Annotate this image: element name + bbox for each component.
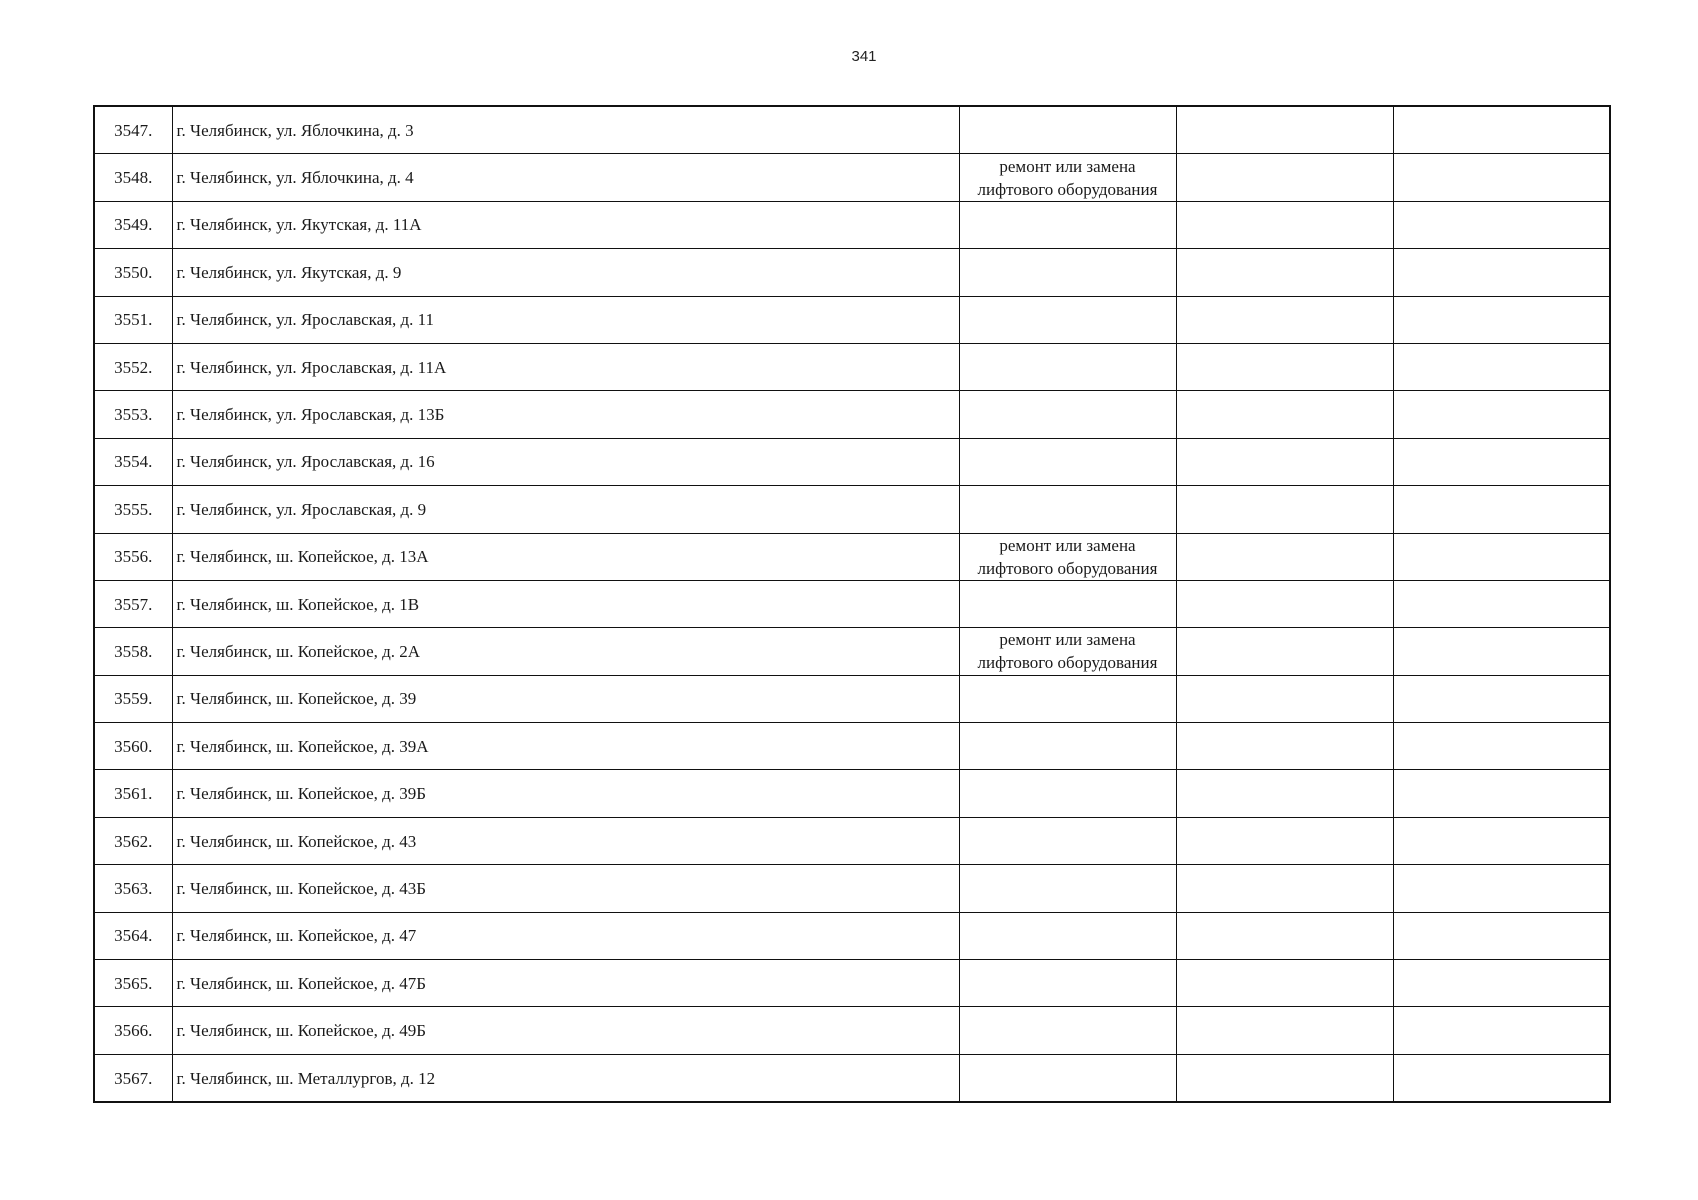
empty-cell	[1393, 865, 1610, 912]
empty-cell	[1393, 1054, 1610, 1102]
empty-cell	[1393, 106, 1610, 154]
work-type-cell	[959, 296, 1176, 343]
empty-cell	[1176, 960, 1393, 1007]
work-type-cell	[959, 249, 1176, 296]
empty-cell	[1393, 675, 1610, 722]
work-type-cell	[959, 675, 1176, 722]
table-row	[94, 201, 1610, 248]
address-cell: г. Челябинск, ш. Металлургов, д. 12	[172, 1054, 959, 1102]
table-row	[94, 770, 1610, 817]
empty-cell	[1393, 438, 1610, 485]
row-number-cell: 3557.	[94, 580, 172, 627]
address-cell: г. Челябинск, ул. Якутская, д. 9	[172, 249, 959, 296]
row-number-cell: 3566.	[94, 1007, 172, 1054]
address-cell: г. Челябинск, ул. Ярославская, д. 9	[172, 486, 959, 533]
empty-cell	[1176, 201, 1393, 248]
work-type-cell	[959, 343, 1176, 390]
empty-cell	[1176, 154, 1393, 201]
empty-cell	[1176, 106, 1393, 154]
empty-cell	[1176, 770, 1393, 817]
work-type-cell	[959, 817, 1176, 864]
empty-cell	[1176, 438, 1393, 485]
work-type-cell	[959, 912, 1176, 959]
table-row	[94, 296, 1610, 343]
table-row	[94, 723, 1610, 770]
page-number: 341	[851, 48, 877, 65]
row-number-cell: 3560.	[94, 723, 172, 770]
address-cell: г. Челябинск, ш. Копейское, д. 39	[172, 675, 959, 722]
empty-cell	[1393, 296, 1610, 343]
work-type-cell	[959, 438, 1176, 485]
empty-cell	[1176, 723, 1393, 770]
table-row	[94, 486, 1610, 533]
table-row	[94, 865, 1610, 912]
empty-cell	[1176, 249, 1393, 296]
empty-cell	[1176, 817, 1393, 864]
address-cell: г. Челябинск, ш. Копейское, д. 39Б	[172, 770, 959, 817]
table-row	[94, 675, 1610, 722]
table-row	[94, 391, 1610, 438]
address-cell: г. Челябинск, ш. Копейское, д. 43Б	[172, 865, 959, 912]
empty-cell	[1393, 1007, 1610, 1054]
row-number-cell: 3551.	[94, 296, 172, 343]
empty-cell	[1176, 675, 1393, 722]
empty-cell	[1393, 201, 1610, 248]
row-number-cell: 3559.	[94, 675, 172, 722]
empty-cell	[1176, 296, 1393, 343]
empty-cell	[1393, 533, 1610, 580]
row-number-cell: 3550.	[94, 249, 172, 296]
table-row	[94, 960, 1610, 1007]
empty-cell	[1393, 154, 1610, 201]
empty-cell	[1393, 343, 1610, 390]
work-type-cell: ремонт или замена лифтового оборудования	[959, 533, 1176, 580]
address-cell: г. Челябинск, ул. Ярославская, д. 11	[172, 296, 959, 343]
work-type-cell	[959, 770, 1176, 817]
empty-cell	[1393, 723, 1610, 770]
table-row	[94, 580, 1610, 627]
row-number-cell: 3558.	[94, 628, 172, 675]
table-row	[94, 533, 1610, 580]
empty-cell	[1176, 628, 1393, 675]
address-cell: г. Челябинск, ул. Якутская, д. 11А	[172, 201, 959, 248]
table-row	[94, 912, 1610, 959]
work-type-cell: ремонт или замена лифтового оборудования	[959, 628, 1176, 675]
empty-cell	[1393, 817, 1610, 864]
empty-cell	[1393, 391, 1610, 438]
address-cell: г. Челябинск, ул. Яблочкина, д. 3	[172, 106, 959, 154]
address-cell: г. Челябинск, ул. Яблочкина, д. 4	[172, 154, 959, 201]
table-row	[94, 154, 1610, 201]
empty-cell	[1176, 343, 1393, 390]
work-type-cell	[959, 201, 1176, 248]
address-cell: г. Челябинск, ш. Копейское, д. 1В	[172, 580, 959, 627]
row-number-cell: 3567.	[94, 1054, 172, 1102]
row-number-cell: 3549.	[94, 201, 172, 248]
address-cell: г. Челябинск, ш. Копейское, д. 43	[172, 817, 959, 864]
empty-cell	[1393, 912, 1610, 959]
address-cell: г. Челябинск, ш. Копейское, д. 39А	[172, 723, 959, 770]
row-number-cell: 3562.	[94, 817, 172, 864]
work-type-cell	[959, 1054, 1176, 1102]
address-cell: г. Челябинск, ш. Копейское, д. 49Б	[172, 1007, 959, 1054]
empty-cell	[1176, 865, 1393, 912]
empty-cell	[1176, 533, 1393, 580]
table-row	[94, 343, 1610, 390]
address-table	[93, 105, 1611, 1103]
work-type-cell	[959, 391, 1176, 438]
row-number-cell: 3552.	[94, 343, 172, 390]
work-type-cell	[959, 486, 1176, 533]
address-cell: г. Челябинск, ул. Ярославская, д. 16	[172, 438, 959, 485]
empty-cell	[1393, 770, 1610, 817]
address-cell: г. Челябинск, ш. Копейское, д. 47Б	[172, 960, 959, 1007]
row-number-cell: 3564.	[94, 912, 172, 959]
empty-cell	[1176, 486, 1393, 533]
address-cell: г. Челябинск, ш. Копейское, д. 2А	[172, 628, 959, 675]
table-row	[94, 438, 1610, 485]
empty-cell	[1393, 249, 1610, 296]
table-row	[94, 106, 1610, 154]
address-cell: г. Челябинск, ш. Копейское, д. 47	[172, 912, 959, 959]
table-row	[94, 249, 1610, 296]
empty-cell	[1393, 486, 1610, 533]
empty-cell	[1176, 912, 1393, 959]
row-number-cell: 3556.	[94, 533, 172, 580]
work-type-cell	[959, 960, 1176, 1007]
row-number-cell: 3563.	[94, 865, 172, 912]
empty-cell	[1176, 1007, 1393, 1054]
work-type-cell	[959, 580, 1176, 627]
address-cell: г. Челябинск, ш. Копейское, д. 13А	[172, 533, 959, 580]
work-type-cell	[959, 1007, 1176, 1054]
table-row	[94, 1007, 1610, 1054]
address-cell: г. Челябинск, ул. Ярославская, д. 11А	[172, 343, 959, 390]
table-row	[94, 1054, 1610, 1102]
empty-cell	[1393, 628, 1610, 675]
row-number-cell: 3554.	[94, 438, 172, 485]
empty-cell	[1176, 391, 1393, 438]
row-number-cell: 3555.	[94, 486, 172, 533]
empty-cell	[1393, 960, 1610, 1007]
work-type-cell	[959, 865, 1176, 912]
empty-cell	[1176, 580, 1393, 627]
row-number-cell: 3553.	[94, 391, 172, 438]
work-type-cell	[959, 106, 1176, 154]
table-row	[94, 628, 1610, 675]
work-type-cell	[959, 723, 1176, 770]
row-number-cell: 3547.	[94, 106, 172, 154]
address-cell: г. Челябинск, ул. Ярославская, д. 13Б	[172, 391, 959, 438]
empty-cell	[1176, 1054, 1393, 1102]
row-number-cell: 3565.	[94, 960, 172, 1007]
work-type-cell: ремонт или замена лифтового оборудования	[959, 154, 1176, 201]
table-row	[94, 817, 1610, 864]
row-number-cell: 3561.	[94, 770, 172, 817]
row-number-cell: 3548.	[94, 154, 172, 201]
empty-cell	[1393, 580, 1610, 627]
